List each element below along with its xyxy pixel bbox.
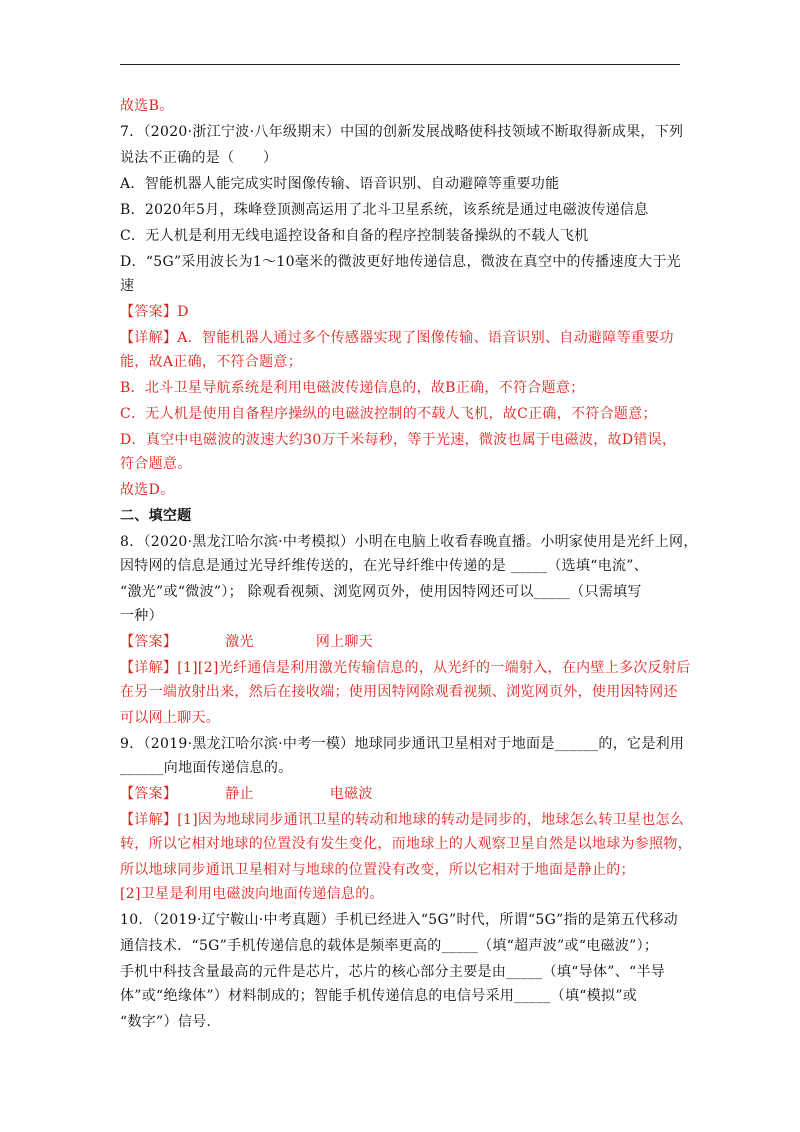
- answer-q8-blank-1: 激光: [225, 634, 254, 650]
- explanation-q8-line: 可以网上聊天。: [120, 710, 221, 726]
- answer-label: 【答案】: [120, 786, 178, 802]
- question-9-stem: 9．（2019·黑龙江哈尔滨·中考一模）地球同步通讯卫星相对于地面是______的，它是利用: [120, 736, 685, 752]
- option-d-cont: 速: [120, 278, 135, 294]
- question-10-stem-cont: 通信技术．“5G”手机传递信息的载体是频率更高的_____（填“超声波”或“电磁波”）；: [120, 938, 659, 954]
- explanation-q8: 【详解】[1][2]光纤通信是利用激光传输信息的，从光纤的一端射入，在内壁上多次反射后: [120, 660, 691, 676]
- option-a: A．智能机器人能完成实时图像传输、语音识别、自动避障等重要功能: [120, 176, 560, 192]
- explanation-q9-line: 所以地球同步通讯卫星相对与地球的位置没有改变，所以它相对于地面是静止的；: [120, 862, 635, 878]
- explanation-q7-line: 能，故A正确，不符合题意；: [120, 354, 303, 370]
- answer-q8: [120, 632, 680, 652]
- header-rule: [120, 64, 680, 65]
- question-10-stem: 10．（2019·辽宁鞍山·中考真题）手机已经进入“5G”时代，所谓“5G”指的是第五代移动: [120, 912, 678, 928]
- question-9-stem-cont: ______向地面传递信息的。: [120, 760, 293, 776]
- answer-q9-blank-1: 静止: [225, 786, 254, 802]
- option-d: D．“5G”采用波长为1～10毫米的微波更好地传递信息，微波在真空中的传播速度大于光: [120, 254, 681, 270]
- explanation-q9: 【详解】[1]因为地球同步通讯卫星的转动和地球的转动是同步的，地球怎么转卫星也怎么: [120, 812, 685, 828]
- explanation-q7-line: C．无人机是使用自备程序操纵的电磁波控制的不载人飞机，故C正确，不符合题意；: [120, 406, 657, 422]
- explanation-q7-line: 符合题意。: [120, 456, 192, 472]
- option-b: B．2020年5月，珠峰登顶测高运用了北斗卫星系统，该系统是通过电磁波传递信息: [120, 202, 649, 218]
- explanation-q8-line: 在另一端放射出来，然后在接收端；使用因特网除观看视频、浏览网页外，使用因特网还: [120, 684, 678, 700]
- answer-q7: 【答案】D: [120, 304, 189, 320]
- question-8-stem-cont: “激光”或“微波”）； 除观看视频、浏览网页外，使用因特网还可以_____（只需填写: [120, 584, 642, 600]
- answer-q9-blank-2: 电磁波: [329, 786, 373, 802]
- explanation-q9-line: 转，所以它相对地球的位置没有发生变化，而地球上的人观察卫星自然是以地球为参照物，: [120, 836, 692, 852]
- explanation-q7-line: D．真空中电磁波的波速大约30万千米每秒，等于光速，微波也属于电磁波，故D错误，: [120, 432, 677, 448]
- option-c: C．无人机是利用无线电遥控设备和自备的程序控制装备操纵的不载人飞机: [120, 228, 589, 244]
- question-8-stem-cont: 一种）: [120, 608, 163, 624]
- section-heading: 二、填空题: [120, 508, 192, 524]
- question-10-stem-cont: 手机中科技含量最高的元件是芯片，芯片的核心部分主要是由_____（填“导体”、“半导: [120, 964, 666, 980]
- explanation-q7-line: B．北斗卫星导航系统是利用电磁波传递信息的，故B正确，不符合题意；: [120, 380, 585, 396]
- question-10-stem-cont: “数字”）信号.: [120, 1014, 212, 1030]
- answer-label: 【答案】: [120, 634, 178, 650]
- question-8-stem-cont: 因特网的信息是通过光导纤维传送的，在光导纤维中传递的是 _____（选填“电流”、: [120, 558, 649, 574]
- explanation-q9-line: [2]卫星是利用电磁波向地面传递信息的。: [120, 886, 384, 902]
- answer-q8-blank-2: 网上聊天: [315, 634, 374, 650]
- answer-q9: [120, 784, 680, 804]
- question-8-stem: 8．（2020·黑龙江哈尔滨·中考模拟）小明在电脑上收看春晚直播。小明家使用是光纤上网，: [120, 534, 698, 550]
- question-7-stem: 7．（2020·浙江宁波·八年级期末）中国的创新发展战略使科技领域不断取得新成果，下列: [120, 124, 684, 140]
- explanation-q7: 【详解】A．智能机器人通过多个传感器实现了图像传输、语音识别、自动避障等重要功: [120, 330, 674, 346]
- question-7-stem-cont: 说法不正确的是（ ）: [120, 150, 278, 166]
- question-10-stem-cont: 体”或“绝缘体”）材料制成的；智能手机传递信息的电信号采用_____（填“模拟”或: [120, 988, 638, 1004]
- conclusion-q7: 故选D。: [120, 482, 175, 498]
- conclusion-q6: 故选B。: [120, 98, 174, 114]
